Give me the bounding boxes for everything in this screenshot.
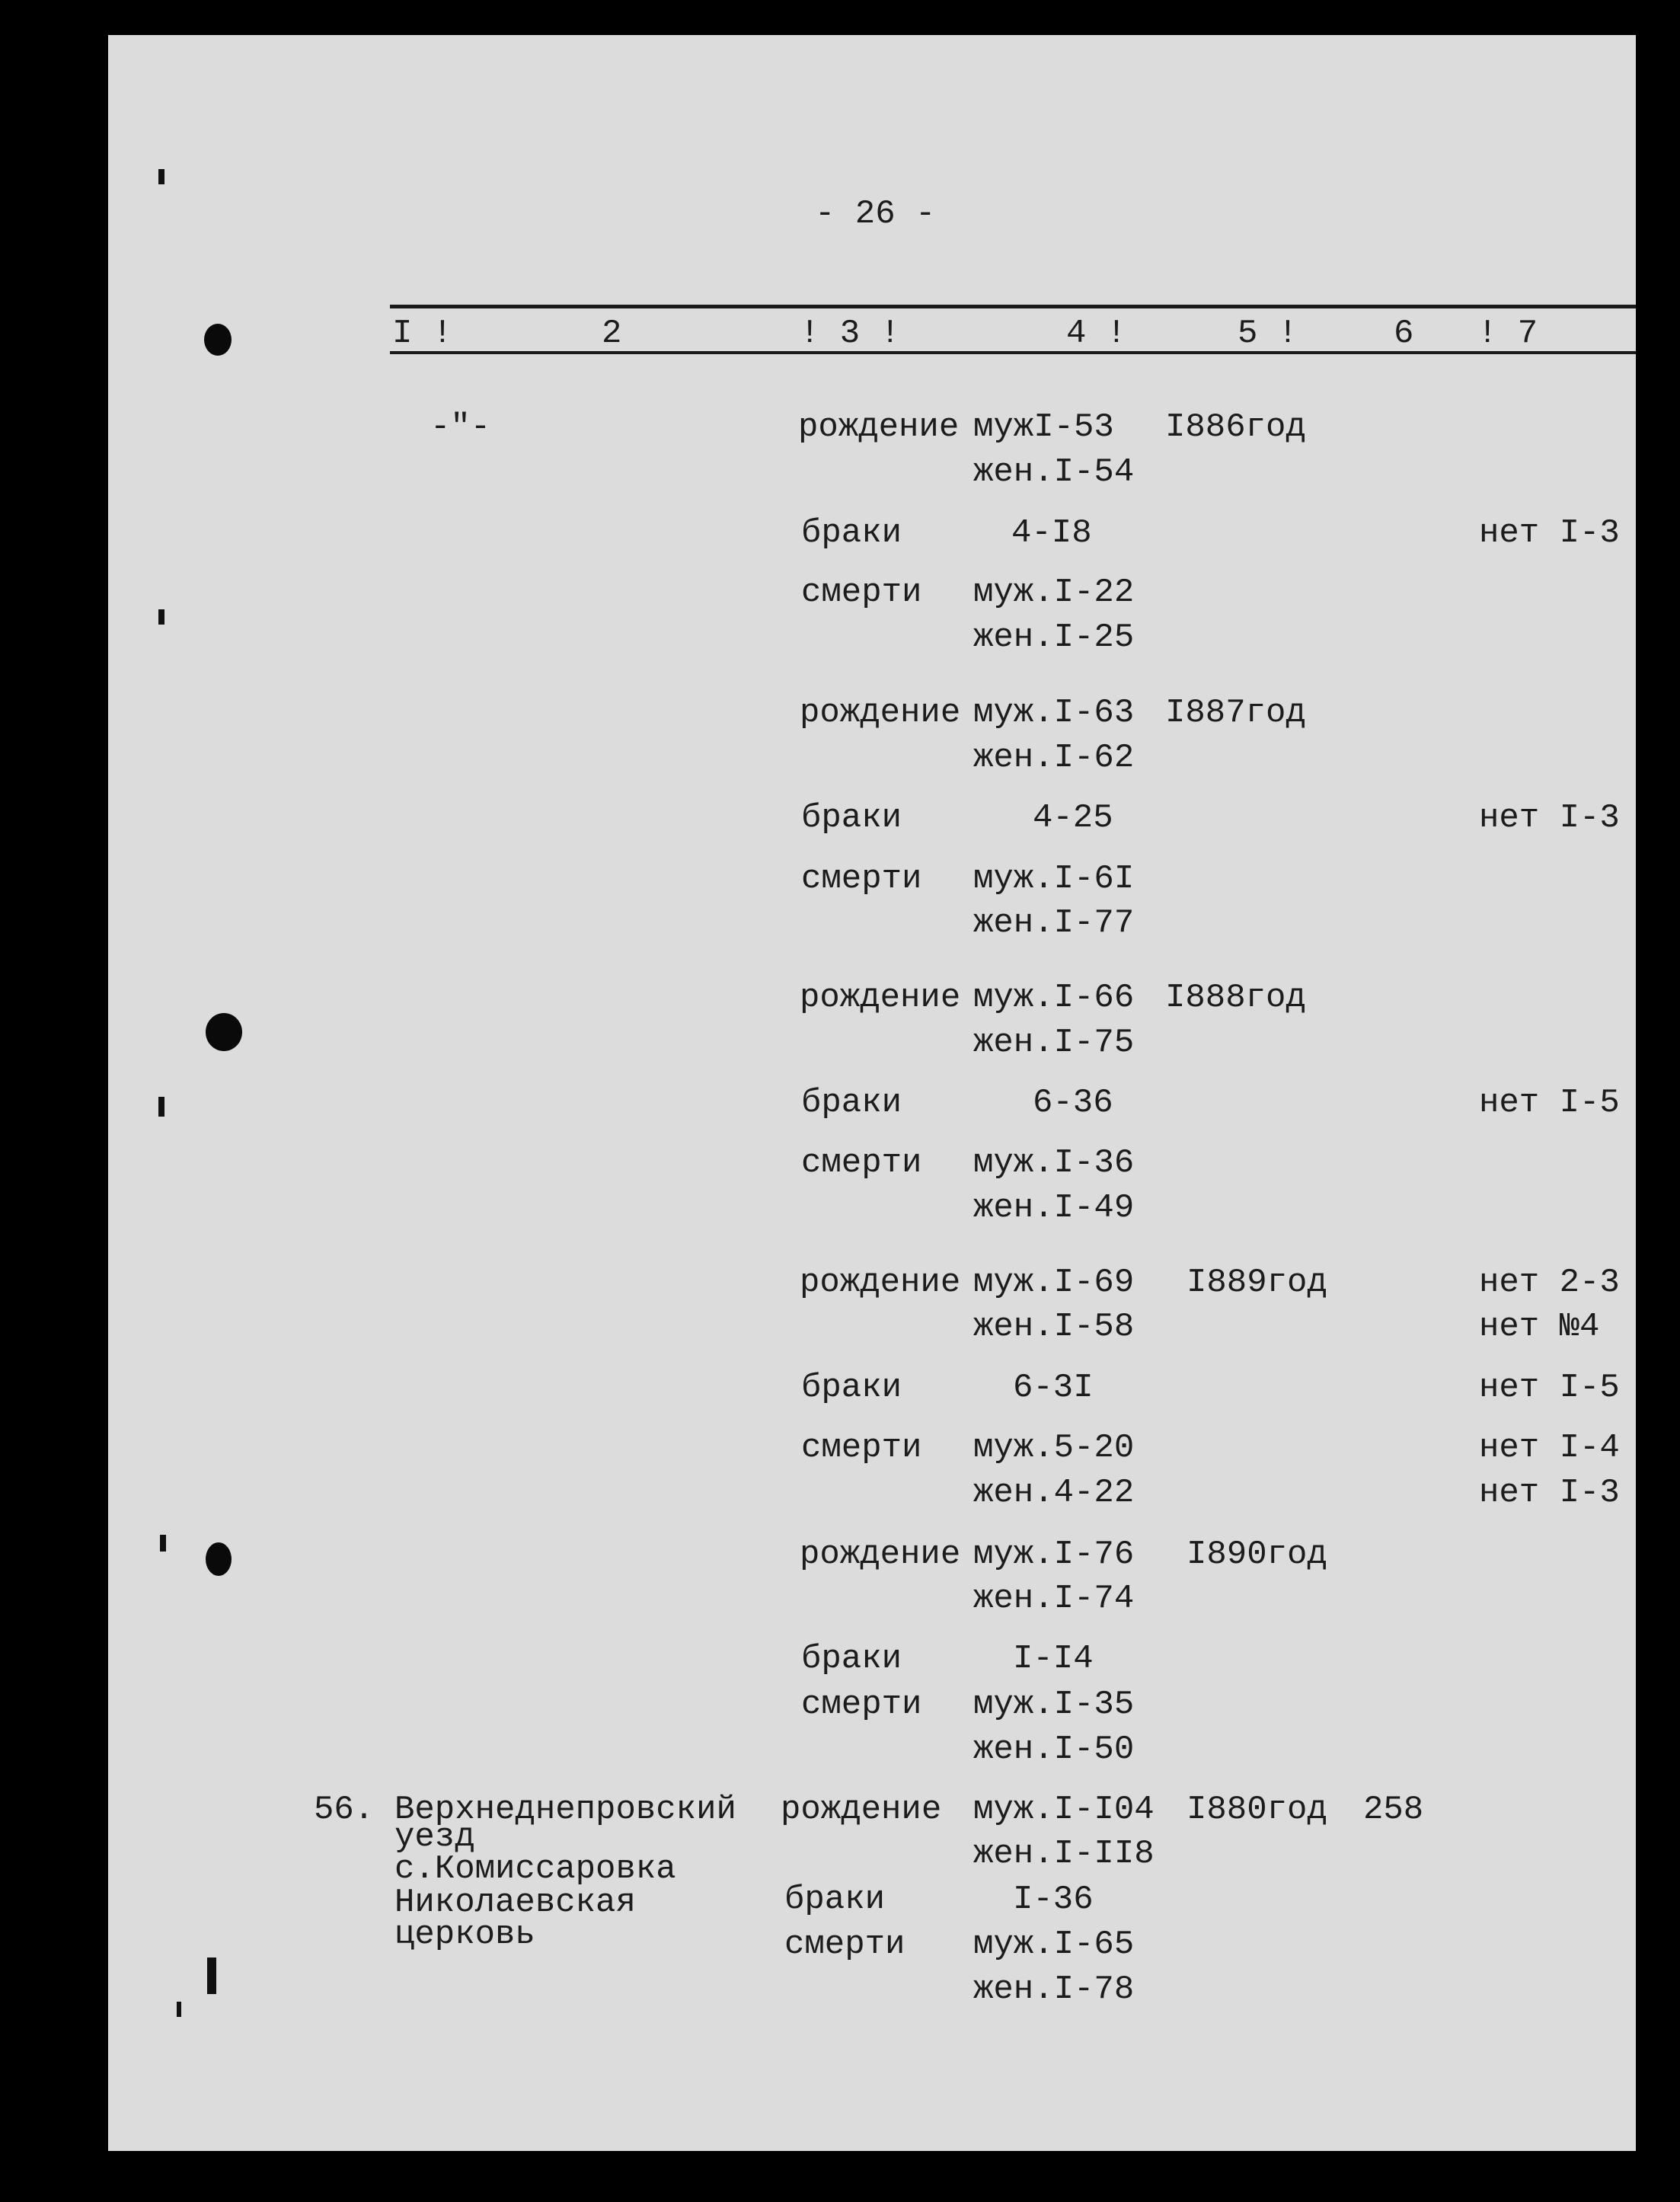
- birth-male: муж.I-69: [973, 1264, 1135, 1302]
- marriage-label: браки: [784, 1881, 886, 1919]
- binding-mark: [158, 169, 164, 184]
- column-header-5: 5 !: [1238, 315, 1298, 353]
- marriage-label: браки: [801, 1084, 902, 1122]
- birth-female: жен.I-58: [973, 1308, 1135, 1346]
- birth-label: рождение: [800, 694, 961, 732]
- death-female: жен.I-77: [973, 904, 1135, 942]
- year: I887год: [1165, 694, 1306, 732]
- marriage-label: браки: [801, 1369, 902, 1407]
- death-label: смерти: [784, 1926, 905, 1964]
- place-line: с.Комиссаровка: [394, 1850, 676, 1888]
- ditto-mark: -"-: [430, 408, 491, 446]
- death-male: муж.I-35: [973, 1686, 1135, 1724]
- death-label: смерти: [801, 1429, 922, 1467]
- year: I888год: [1165, 979, 1306, 1017]
- death-label: смерти: [801, 860, 922, 898]
- marriage-label: браки: [801, 514, 902, 552]
- note: нет 2-3: [1479, 1264, 1620, 1302]
- year: I890год: [1187, 1536, 1327, 1574]
- year: I886год: [1165, 408, 1306, 446]
- note: нет I-3: [1479, 1474, 1620, 1512]
- birth-male: муж.I-63: [973, 694, 1135, 732]
- column-header-2: 2: [602, 315, 622, 353]
- marriage-label: браки: [801, 1640, 902, 1678]
- binding-mark: [158, 609, 164, 625]
- birth-label: рождение: [800, 1264, 961, 1302]
- header-top-rule: [390, 305, 1636, 308]
- birth-female: жен.I-54: [973, 453, 1135, 491]
- binding-mark: [158, 1097, 164, 1117]
- death-male: муж.5-20: [973, 1429, 1135, 1467]
- death-female: жен.I-78: [973, 1970, 1135, 2009]
- birth-male: муж.I-76: [973, 1536, 1135, 1574]
- birth-male: муж.I-I04: [973, 1791, 1155, 1829]
- death-label: смерти: [801, 574, 922, 612]
- punch-hole: [204, 324, 232, 356]
- marriage-value: I-I4: [1013, 1640, 1094, 1678]
- note: нет №4: [1479, 1308, 1600, 1346]
- marriage-value: 6-36: [1033, 1084, 1113, 1122]
- death-male: муж.I-36: [973, 1144, 1135, 1182]
- death-female: жен.I-50: [973, 1731, 1135, 1769]
- death-label: смерти: [801, 1686, 922, 1724]
- column-header-7: ! 7: [1477, 315, 1538, 353]
- death-female: жен.I-49: [973, 1189, 1135, 1227]
- birth-label: рождение: [800, 1536, 961, 1574]
- birth-female: жен.I-62: [973, 739, 1135, 777]
- binding-mark: [160, 1535, 166, 1552]
- death-male: муж.I-22: [973, 574, 1135, 612]
- death-female: жен.I-25: [973, 618, 1135, 657]
- year: I889год: [1187, 1264, 1327, 1302]
- note: нет I-4: [1479, 1429, 1620, 1467]
- birth-label: рождение: [798, 408, 960, 446]
- punch-hole: [206, 1013, 242, 1051]
- place-line: Николаевская: [394, 1884, 636, 1922]
- column-header-6: 6: [1394, 315, 1414, 353]
- birth-male: мужI-53: [973, 408, 1114, 446]
- marriage-value: 4-25: [1033, 799, 1113, 837]
- death-label: смерти: [801, 1144, 922, 1182]
- death-male: муж.I-6I: [973, 860, 1135, 898]
- birth-male: муж.I-66: [973, 979, 1135, 1017]
- marriage-value: 6-3I: [1013, 1369, 1094, 1407]
- note: нет I-3: [1479, 799, 1620, 837]
- note: нет I-5: [1479, 1084, 1620, 1122]
- page-number: - 26 -: [815, 195, 936, 233]
- punch-hole: [206, 1542, 232, 1576]
- column-6-value: 258: [1363, 1791, 1424, 1829]
- binding-mark: [177, 2002, 181, 2017]
- place-line: Верхнеднепровский: [394, 1791, 736, 1829]
- birth-female: жен.I-74: [973, 1580, 1135, 1618]
- note: нет I-3: [1479, 514, 1620, 552]
- marriage-value: I-36: [1013, 1881, 1094, 1919]
- birth-female: жен.I-II8: [973, 1835, 1155, 1873]
- entry-number: 56.: [314, 1791, 375, 1829]
- binding-mark: [207, 1958, 216, 1994]
- death-female: жен.4-22: [973, 1474, 1135, 1512]
- header-bottom-rule: [390, 351, 1636, 354]
- marriage-value: 4-I8: [1011, 514, 1092, 552]
- year: I880год: [1187, 1791, 1327, 1829]
- column-header-1: I !: [392, 315, 453, 353]
- place-line: церковь: [394, 1916, 535, 1954]
- birth-label: рождение: [781, 1791, 942, 1829]
- death-male: муж.I-65: [973, 1926, 1135, 1964]
- birth-female: жен.I-75: [973, 1024, 1135, 1062]
- note: нет I-5: [1479, 1369, 1620, 1407]
- place-line: уезд: [394, 1818, 475, 1856]
- birth-label: рождение: [800, 979, 961, 1017]
- column-header-3: ! 3 !: [800, 315, 901, 353]
- column-header-4: 4 !: [1066, 315, 1127, 353]
- marriage-label: браки: [801, 799, 902, 837]
